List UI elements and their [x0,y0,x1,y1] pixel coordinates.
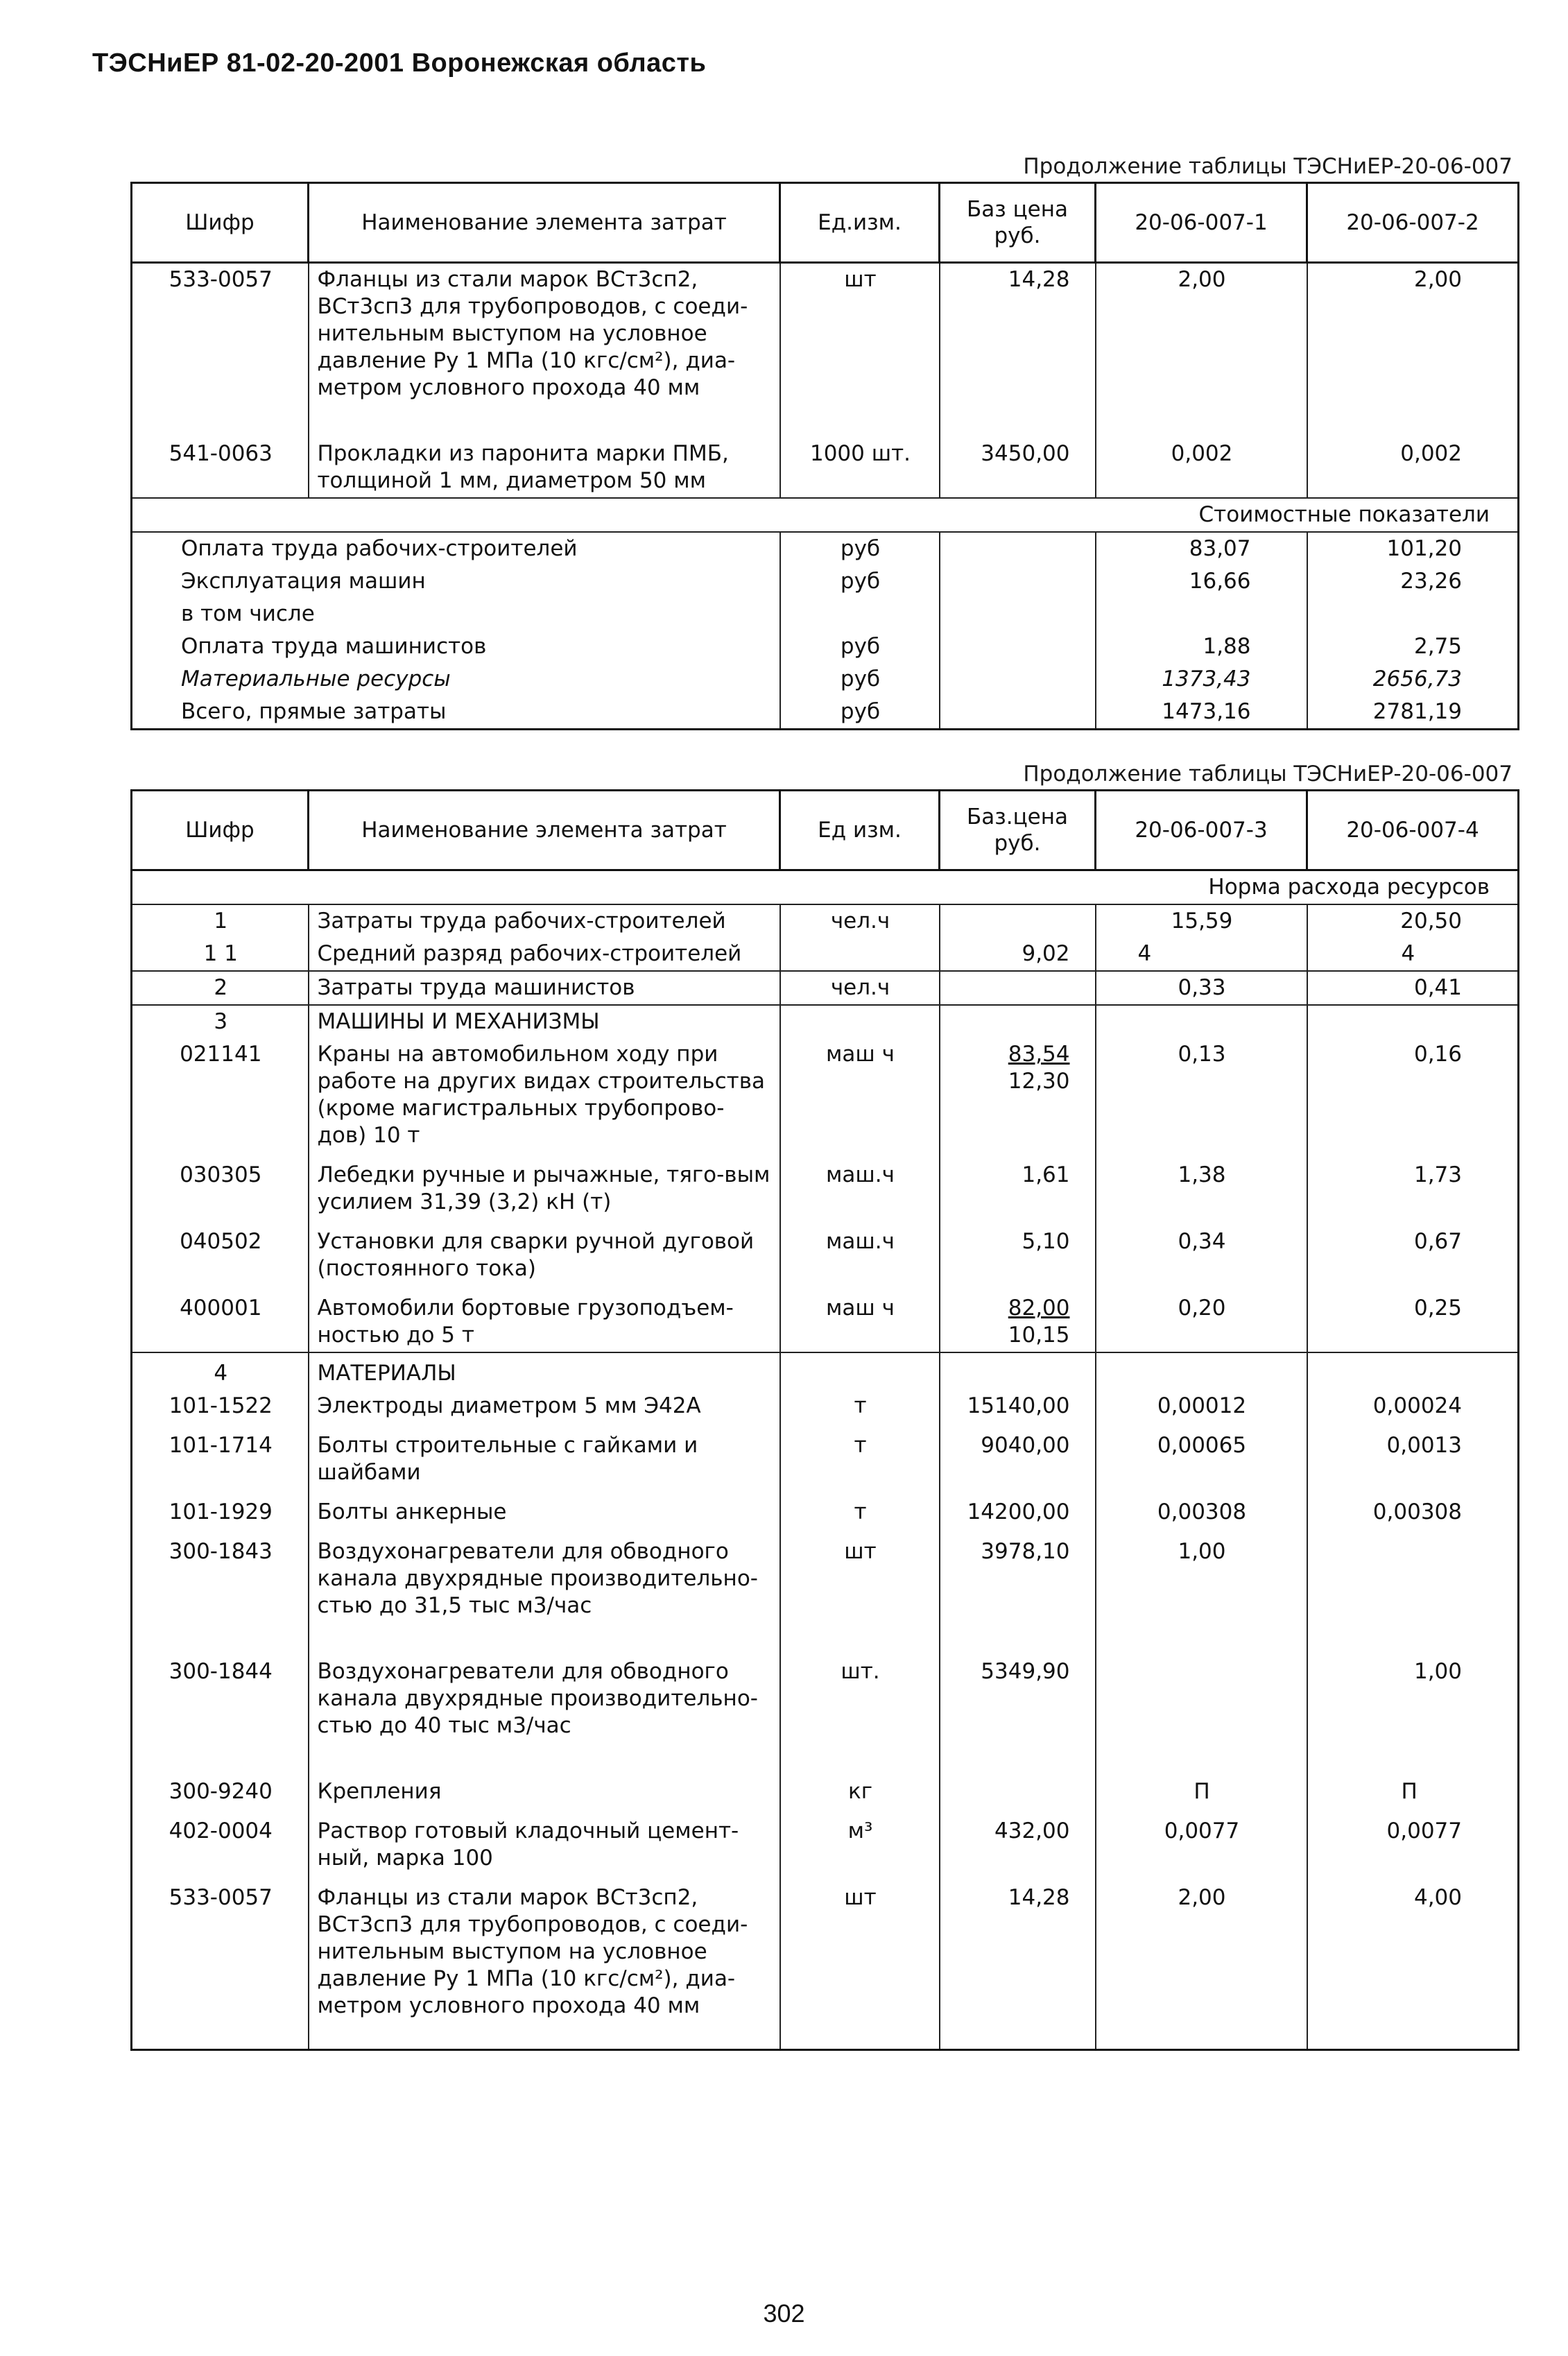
col-header-code: Шифр [132,183,309,263]
page-number: 302 [763,2299,805,2328]
col-header-name: Наименование элемента затрат [309,791,780,870]
cell-price: 9040,00 [940,1422,1096,1489]
cell-unit: т [780,1390,940,1422]
cost-unit: руб [780,696,940,730]
row-spacer [132,404,1519,438]
cell-name: Фланцы из стали марок ВСт3сп2, ВСт3сп3 для трубопроводов, с соеди-нительным выступом на условное давление Ру 1 МПа (10 кгс/см²), диа-метром условного прохода 40 мм [309,263,780,405]
table-row [132,1489,1519,1529]
cell-unit: м³ [780,1808,940,1875]
cell-norm-4: 1,73 [1307,1152,1519,1219]
cell-price: 3450,00 [940,438,1096,498]
document-title: ТЭСНиЕР 81-02-20-2001 Воронежская область [92,49,707,78]
table-row [132,1152,1519,1219]
cell-code: 021141 [132,1038,309,1152]
cell-price [940,904,1096,938]
cell-norm-4: 1,00 [1307,1656,1519,1742]
cell-norm-3: 0,34 [1096,1219,1307,1285]
table2 [130,789,1519,2051]
cell-name: Раствор готовый кладочный цемент-ный, марка 100 [309,1808,780,1875]
cell-name: Фланцы из стали марок ВСт3сп2, ВСт3сп3 для трубопроводов, с соеди-нительным выступом на условное давление Ру 1 МПа (10 кгс/см²), диа-метром условного прохода 40 мм [309,1875,780,2022]
table-row [132,1875,1519,2022]
cell-norm-1: 0,002 [1096,438,1307,498]
cell-unit: чел.ч [780,904,940,938]
cell-unit: т [780,1422,940,1489]
cost-row [132,630,1519,663]
cell-unit: маш.ч [780,1152,940,1219]
cell-name: Болты анкерные [309,1489,780,1529]
cell-unit: 1000 шт. [780,438,940,498]
cell-norm-3: 0,20 [1096,1285,1307,1352]
cell-norm-3: П [1096,1775,1307,1808]
cell-price: 14,28 [940,263,1096,405]
cell-name: Затраты труда машинистов [309,971,780,1005]
table-row [132,1529,1519,1622]
cost-row [132,598,1519,630]
cell-name: Средний разряд рабочих-строителей [309,938,780,971]
cell-price: 5349,90 [940,1656,1096,1742]
cost-value-1: 1473,16 [1096,696,1307,730]
cell-norm-4: 0,25 [1307,1285,1519,1352]
cost-name: Оплата труда рабочих-строителей [132,532,780,565]
cell-code: 1 [132,904,309,938]
cell-norm-3: 0,0077 [1096,1808,1307,1875]
cost-value-2: 101,20 [1307,532,1519,565]
cost-value-1 [1096,598,1307,630]
table-row [132,1422,1519,1489]
cost-row [132,663,1519,696]
cell-unit: маш ч [780,1038,940,1152]
cell-norm-4: П [1307,1775,1519,1808]
cell-unit: кг [780,1775,940,1808]
cell-norm-3: 0,00065 [1096,1422,1307,1489]
cell-norm-4: 0,00308 [1307,1489,1519,1529]
cell-code: 400001 [132,1285,309,1352]
cell-name: Автомобили бортовые грузоподъем-ностью до 5 т [309,1285,780,1352]
cell-norm-4: 0,0077 [1307,1808,1519,1875]
cell-name: Краны на автомобильном ходу при работе на других видах строительства (кроме магистральных трубопрово-дов) 10 т [309,1038,780,1152]
cell-norm-2: 0,002 [1307,438,1519,498]
cell-norm-4: 0,16 [1307,1038,1519,1152]
cell-code: 1 1 [132,938,309,971]
cell-price [940,1038,1096,1152]
section-title-machines: МАШИНЫ И МЕХАНИЗМЫ [309,1005,780,1038]
cell-norm-4: 0,67 [1307,1219,1519,1285]
cell-unit: маш.ч [780,1219,940,1285]
col-header-norm-4: 20-06-007-4 [1307,791,1519,870]
cost-row [132,565,1519,598]
cell-norm-4 [1307,1529,1519,1622]
section-code: 4 [132,1352,309,1390]
cell-code: 300-9240 [132,1775,309,1808]
cell-norm-3: 0,00012 [1096,1390,1307,1422]
cell-name: Крепления [309,1775,780,1808]
table-row [132,1038,1519,1152]
cell-norm-3: 15,59 [1096,904,1307,938]
cell-name: Прокладки из паронита марки ПМБ, толщиной 1 мм, диаметром 50 мм [309,438,780,498]
col-header-code: Шифр [132,791,309,870]
cell-norm-3: 1,38 [1096,1152,1307,1219]
table-row [132,938,1519,971]
cell-price: 9,02 [940,938,1096,971]
table-row [132,904,1519,938]
col-header-price: Баз цена руб. [940,183,1096,263]
cost-name: Всего, прямые затраты [132,696,780,730]
cost-unit [780,598,940,630]
cell-code: 533-0057 [132,263,309,405]
cost-name: Эксплуатация машин [132,565,780,598]
cost-value-1: 1,88 [1096,630,1307,663]
cell-norm-4: 0,0013 [1307,1422,1519,1489]
table1-continuation-label: Продолжение таблицы ТЭСНиЕР-20-06-007 [1023,154,1513,179]
table-row [132,438,1519,498]
cell-price: 14,28 [940,1875,1096,2022]
table1 [130,182,1519,730]
cell-name: Установки для сварки ручной дуговой (постоянного тока) [309,1219,780,1285]
cell-name: Затраты труда рабочих-строителей [309,904,780,938]
cell-unit: чел.ч [780,971,940,1005]
cost-unit: руб [780,565,940,598]
cell-norm-4: 4 [1307,938,1519,971]
price-main: 83,54 [1008,1042,1070,1067]
cost-name: в том числе [132,598,780,630]
cell-price: 3978,10 [940,1529,1096,1622]
cost-value-2 [1307,598,1519,630]
cell-code: 300-1843 [132,1529,309,1622]
cell-norm-3: 0,33 [1096,971,1307,1005]
cell-name: Воздухонагреватели для обводного канала двухрядные производительно-стью до 31,5 тыс м3/час [309,1529,780,1622]
cell-norm-3: 2,00 [1096,1875,1307,2022]
norm-section-header: Норма расхода ресурсов [132,870,1519,905]
table-row [132,1219,1519,1285]
col-header-unit: Ед изм. [780,791,940,870]
cell-code: 541-0063 [132,438,309,498]
col-header-price: Баз.цена руб. [940,791,1096,870]
cell-norm-4: 0,41 [1307,971,1519,1005]
cell-name: Болты строительные с гайками и шайбами [309,1422,780,1489]
cell-norm-4: 20,50 [1307,904,1519,938]
cell-code: 040502 [132,1219,309,1285]
table-row [132,1808,1519,1875]
cell-norm-3: 0,00308 [1096,1489,1307,1529]
cell-name: Электроды диаметром 5 мм Э42А [309,1390,780,1422]
cost-value-1: 83,07 [1096,532,1307,565]
cost-unit: руб [780,630,940,663]
table-row [132,1285,1519,1352]
cell-code: 101-1714 [132,1422,309,1489]
cell-norm-3: 0,13 [1096,1038,1307,1152]
cost-section-header-row [132,498,1519,532]
machines-section-row [132,1005,1519,1038]
table-row [132,263,1519,405]
cell-price: 5,10 [940,1219,1096,1285]
cell-unit: шт [780,1529,940,1622]
cell-price [940,971,1096,1005]
cell-norm-3 [1096,1656,1307,1742]
cost-name: Материальные ресурсы [132,663,780,696]
table-row [132,1656,1519,1742]
cell-price: 1,61 [940,1152,1096,1219]
cell-price: 15140,00 [940,1390,1096,1422]
cost-value-1: 16,66 [1096,565,1307,598]
cost-section-header: Стоимостные показатели [132,498,1519,532]
cell-price: 432,00 [940,1808,1096,1875]
cell-unit: шт [780,263,940,405]
cost-value-1: 1373,43 [1096,663,1307,696]
cost-unit: руб [780,663,940,696]
table2-continuation-label: Продолжение таблицы ТЭСНиЕР-20-06-007 [1023,762,1513,786]
cell-code: 101-1522 [132,1390,309,1422]
cost-value-2: 23,26 [1307,565,1519,598]
cell-code: 2 [132,971,309,1005]
col-header-unit: Ед.изм. [780,183,940,263]
cell-price [940,1775,1096,1808]
cost-value-2: 2,75 [1307,630,1519,663]
cell-norm-1: 2,00 [1096,263,1307,405]
cell-code: 030305 [132,1152,309,1219]
cell-unit: т [780,1489,940,1529]
table-row [132,1775,1519,1808]
cell-code: 402-0004 [132,1808,309,1875]
materials-section-row [132,1352,1519,1390]
cell-code: 300-1844 [132,1656,309,1742]
cost-row [132,532,1519,565]
cell-unit [780,938,940,971]
cell-norm-3: 1,00 [1096,1529,1307,1622]
cell-price: 14200,00 [940,1489,1096,1529]
cell-code: 533-0057 [132,1875,309,2022]
row-spacer [132,1742,1519,1775]
section-code: 3 [132,1005,309,1038]
cell-norm-2: 2,00 [1307,263,1519,405]
cell-price [940,1285,1096,1352]
table-row [132,1390,1519,1422]
price-labor: 10,15 [1008,1323,1070,1348]
price-main: 82,00 [1008,1296,1070,1321]
cell-name: Лебедки ручные и рычажные, тяго-вым усилием 31,39 (3,2) кН (т) [309,1152,780,1219]
row-spacer [132,1622,1519,1656]
cell-unit: маш ч [780,1285,940,1352]
cost-row [132,696,1519,730]
section-title-materials: МАТЕРИАЛЫ [309,1352,780,1390]
cost-unit: руб [780,532,940,565]
table-row [132,971,1519,1005]
col-header-name: Наименование элемента затрат [309,183,780,263]
norm-section-header-row [132,870,1519,905]
price-labor: 12,30 [1008,1069,1070,1094]
cell-norm-3: 4 [1096,938,1307,971]
cell-unit: шт. [780,1656,940,1742]
cell-norm-4: 0,00024 [1307,1390,1519,1422]
cost-value-2: 2656,73 [1307,663,1519,696]
col-header-norm-1: 20-06-007-1 [1096,183,1307,263]
cell-unit: шт [780,1875,940,2022]
cost-value-2: 2781,19 [1307,696,1519,730]
cost-name: Оплата труда машинистов [132,630,780,663]
col-header-norm-3: 20-06-007-3 [1096,791,1307,870]
cell-norm-4: 4,00 [1307,1875,1519,2022]
row-spacer [132,2022,1519,2050]
cell-code: 101-1929 [132,1489,309,1529]
col-header-norm-2: 20-06-007-2 [1307,183,1519,263]
cell-name: Воздухонагреватели для обводного канала двухрядные производительно-стью до 40 тыс м3/час [309,1656,780,1742]
